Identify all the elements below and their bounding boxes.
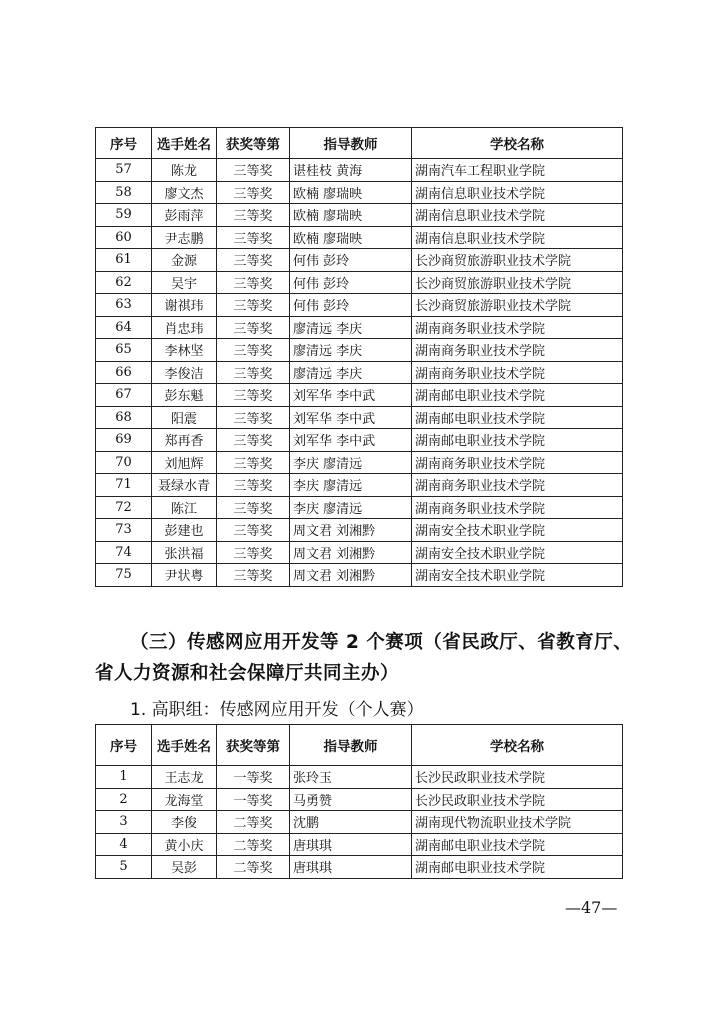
cell-school: 湖南信息职业技术学院 bbox=[412, 204, 623, 227]
cell-index: 70 bbox=[96, 451, 152, 474]
cell-school: 湖南邮电职业技术学院 bbox=[412, 833, 623, 856]
cell-school: 湖南商务职业技术学院 bbox=[412, 316, 623, 339]
cell-name: 阳震 bbox=[152, 406, 217, 429]
cell-award: 三等奖 bbox=[217, 361, 290, 384]
cell-name: 刘旭辉 bbox=[152, 451, 217, 474]
cell-school: 湖南安全技术职业学院 bbox=[412, 564, 623, 587]
cell-teacher: 何伟 彭玲 bbox=[290, 249, 412, 272]
cell-school: 湖南邮电职业技术学院 bbox=[412, 856, 623, 879]
cell-school: 湖南商务职业技术学院 bbox=[412, 339, 623, 362]
header-teacher: 指导教师 bbox=[290, 128, 412, 159]
cell-award: 三等奖 bbox=[217, 249, 290, 272]
table-row bbox=[96, 159, 623, 182]
cell-index: 4 bbox=[96, 833, 152, 856]
header-index: 序号 bbox=[96, 128, 152, 159]
header-name: 选手姓名 bbox=[152, 128, 217, 159]
cell-award: 二等奖 bbox=[217, 833, 290, 856]
cell-name: 谢祺玮 bbox=[152, 294, 217, 317]
cell-name: 金源 bbox=[152, 249, 217, 272]
cell-award: 三等奖 bbox=[217, 226, 290, 249]
cell-name: 李林坚 bbox=[152, 339, 217, 362]
cell-award: 三等奖 bbox=[217, 204, 290, 227]
cell-teacher: 欧楠 廖瑞映 bbox=[290, 204, 412, 227]
header-index: 序号 bbox=[96, 725, 152, 766]
table-header-row bbox=[96, 128, 623, 159]
cell-name: 张洪福 bbox=[152, 541, 217, 564]
table-row bbox=[96, 204, 623, 227]
cell-teacher: 周文君 刘湘黔 bbox=[290, 519, 412, 542]
cell-award: 三等奖 bbox=[217, 294, 290, 317]
table-row bbox=[96, 226, 623, 249]
cell-school: 湖南汽车工程职业学院 bbox=[412, 159, 623, 182]
table-row bbox=[96, 541, 623, 564]
cell-index: 58 bbox=[96, 181, 152, 204]
cell-index: 3 bbox=[96, 811, 152, 834]
cell-teacher: 沈鹏 bbox=[290, 811, 412, 834]
cell-award: 三等奖 bbox=[217, 339, 290, 362]
cell-award: 二等奖 bbox=[217, 811, 290, 834]
cell-index: 5 bbox=[96, 856, 152, 879]
cell-teacher: 唐琪琪 bbox=[290, 833, 412, 856]
cell-school: 湖南商务职业技术学院 bbox=[412, 496, 623, 519]
cell-teacher: 周文君 刘湘黔 bbox=[290, 541, 412, 564]
cell-teacher: 马勇赞 bbox=[290, 788, 412, 811]
cell-award: 三等奖 bbox=[217, 429, 290, 452]
cell-award: 三等奖 bbox=[217, 519, 290, 542]
awards-table-bottom bbox=[95, 724, 623, 879]
subsection-heading: 1. 高职组：传感网应用开发（个人赛） bbox=[130, 700, 424, 720]
table-row bbox=[96, 788, 623, 811]
cell-index: 73 bbox=[96, 519, 152, 542]
cell-index: 57 bbox=[96, 159, 152, 182]
cell-teacher: 廖清远 李庆 bbox=[290, 339, 412, 362]
cell-index: 74 bbox=[96, 541, 152, 564]
cell-award: 一等奖 bbox=[217, 788, 290, 811]
cell-index: 62 bbox=[96, 271, 152, 294]
header-school: 学校名称 bbox=[412, 128, 623, 159]
table-row bbox=[96, 249, 623, 272]
cell-school: 长沙商贸旅游职业技术学院 bbox=[412, 249, 623, 272]
cell-school: 湖南安全技术职业学院 bbox=[412, 541, 623, 564]
cell-teacher: 张玲玉 bbox=[290, 766, 412, 789]
cell-teacher: 刘军华 李中武 bbox=[290, 406, 412, 429]
cell-index: 63 bbox=[96, 294, 152, 317]
cell-index: 69 bbox=[96, 429, 152, 452]
cell-index: 67 bbox=[96, 384, 152, 407]
cell-name: 彭建也 bbox=[152, 519, 217, 542]
cell-name: 彭东魁 bbox=[152, 384, 217, 407]
cell-award: 二等奖 bbox=[217, 856, 290, 879]
cell-name: 郑再香 bbox=[152, 429, 217, 452]
section-heading: （三）传感网应用开发等 2 个赛项（省民政厅、省教育厅、 bbox=[130, 632, 633, 653]
cell-index: 60 bbox=[96, 226, 152, 249]
cell-school: 长沙商贸旅游职业技术学院 bbox=[412, 271, 623, 294]
cell-index: 61 bbox=[96, 249, 152, 272]
cell-index: 68 bbox=[96, 406, 152, 429]
cell-award: 三等奖 bbox=[217, 271, 290, 294]
header-award: 获奖等第 bbox=[217, 128, 290, 159]
cell-award: 三等奖 bbox=[217, 159, 290, 182]
cell-school: 长沙民政职业技术学院 bbox=[412, 788, 623, 811]
cell-name: 王志龙 bbox=[152, 766, 217, 789]
cell-teacher: 李庆 廖清远 bbox=[290, 451, 412, 474]
cell-school: 湖南邮电职业技术学院 bbox=[412, 406, 623, 429]
cell-index: 75 bbox=[96, 564, 152, 587]
cell-teacher: 廖清远 李庆 bbox=[290, 361, 412, 384]
header-name: 选手姓名 bbox=[152, 725, 217, 766]
table-row bbox=[96, 361, 623, 384]
table-row bbox=[96, 766, 623, 789]
cell-teacher: 李庆 廖清远 bbox=[290, 496, 412, 519]
cell-name: 李俊 bbox=[152, 811, 217, 834]
table-row bbox=[96, 474, 623, 497]
header-teacher: 指导教师 bbox=[290, 725, 412, 766]
cell-school: 湖南商务职业技术学院 bbox=[412, 361, 623, 384]
table-header-row bbox=[96, 725, 623, 766]
table-row bbox=[96, 811, 623, 834]
cell-index: 1 bbox=[96, 766, 152, 789]
cell-index: 65 bbox=[96, 339, 152, 362]
table-row bbox=[96, 181, 623, 204]
cell-teacher: 周文君 刘湘黔 bbox=[290, 564, 412, 587]
cell-school: 湖南邮电职业技术学院 bbox=[412, 429, 623, 452]
cell-award: 三等奖 bbox=[217, 316, 290, 339]
section-heading-continued: 省人力资源和社会保障厅共同主办） bbox=[95, 663, 400, 684]
cell-school: 湖南现代物流职业技术学院 bbox=[412, 811, 623, 834]
table-row bbox=[96, 429, 623, 452]
table-row bbox=[96, 496, 623, 519]
cell-teacher: 李庆 廖清远 bbox=[290, 474, 412, 497]
cell-index: 71 bbox=[96, 474, 152, 497]
cell-name: 吴宇 bbox=[152, 271, 217, 294]
awards-table-top bbox=[95, 127, 623, 587]
cell-index: 72 bbox=[96, 496, 152, 519]
cell-name: 尹志鹏 bbox=[152, 226, 217, 249]
table-row bbox=[96, 451, 623, 474]
cell-award: 三等奖 bbox=[217, 474, 290, 497]
table-row bbox=[96, 339, 623, 362]
cell-teacher: 何伟 彭玲 bbox=[290, 294, 412, 317]
cell-teacher: 刘军华 李中武 bbox=[290, 384, 412, 407]
cell-award: 一等奖 bbox=[217, 766, 290, 789]
cell-name: 陈江 bbox=[152, 496, 217, 519]
table-row bbox=[96, 856, 623, 879]
cell-award: 三等奖 bbox=[217, 384, 290, 407]
cell-index: 64 bbox=[96, 316, 152, 339]
cell-award: 三等奖 bbox=[217, 451, 290, 474]
table-row bbox=[96, 564, 623, 587]
table-row bbox=[96, 519, 623, 542]
cell-award: 三等奖 bbox=[217, 541, 290, 564]
cell-school: 长沙民政职业技术学院 bbox=[412, 766, 623, 789]
table-row bbox=[96, 406, 623, 429]
cell-teacher: 唐琪琪 bbox=[290, 856, 412, 879]
table-row bbox=[96, 294, 623, 317]
table-row bbox=[96, 271, 623, 294]
cell-school: 湖南商务职业技术学院 bbox=[412, 451, 623, 474]
cell-name: 陈龙 bbox=[152, 159, 217, 182]
cell-teacher: 廖清远 李庆 bbox=[290, 316, 412, 339]
cell-teacher: 欧楠 廖瑞映 bbox=[290, 226, 412, 249]
cell-index: 59 bbox=[96, 204, 152, 227]
cell-name: 肖忠玮 bbox=[152, 316, 217, 339]
cell-teacher: 谌桂枝 黄海 bbox=[290, 159, 412, 182]
cell-school: 湖南信息职业技术学院 bbox=[412, 181, 623, 204]
cell-teacher: 何伟 彭玲 bbox=[290, 271, 412, 294]
cell-name: 彭雨萍 bbox=[152, 204, 217, 227]
cell-school: 湖南商务职业技术学院 bbox=[412, 474, 623, 497]
cell-school: 长沙商贸旅游职业技术学院 bbox=[412, 294, 623, 317]
cell-award: 三等奖 bbox=[217, 564, 290, 587]
cell-school: 湖南安全技术职业学院 bbox=[412, 519, 623, 542]
cell-school: 湖南信息职业技术学院 bbox=[412, 226, 623, 249]
cell-school: 湖南邮电职业技术学院 bbox=[412, 384, 623, 407]
table-row bbox=[96, 833, 623, 856]
cell-teacher: 刘军华 李中武 bbox=[290, 429, 412, 452]
cell-index: 2 bbox=[96, 788, 152, 811]
table-row bbox=[96, 384, 623, 407]
cell-name: 廖文杰 bbox=[152, 181, 217, 204]
cell-name: 黄小庆 bbox=[152, 833, 217, 856]
cell-teacher: 欧楠 廖瑞映 bbox=[290, 181, 412, 204]
cell-name: 尹状粤 bbox=[152, 564, 217, 587]
header-award: 获奖等第 bbox=[217, 725, 290, 766]
cell-award: 三等奖 bbox=[217, 496, 290, 519]
cell-name: 吴彭 bbox=[152, 856, 217, 879]
cell-index: 66 bbox=[96, 361, 152, 384]
cell-award: 三等奖 bbox=[217, 406, 290, 429]
table-row bbox=[96, 316, 623, 339]
header-school: 学校名称 bbox=[412, 725, 623, 766]
cell-name: 聂绿水青 bbox=[152, 474, 217, 497]
cell-name: 龙海堂 bbox=[152, 788, 217, 811]
cell-award: 三等奖 bbox=[217, 181, 290, 204]
cell-name: 李俊洁 bbox=[152, 361, 217, 384]
page-number: —47— bbox=[565, 898, 618, 917]
